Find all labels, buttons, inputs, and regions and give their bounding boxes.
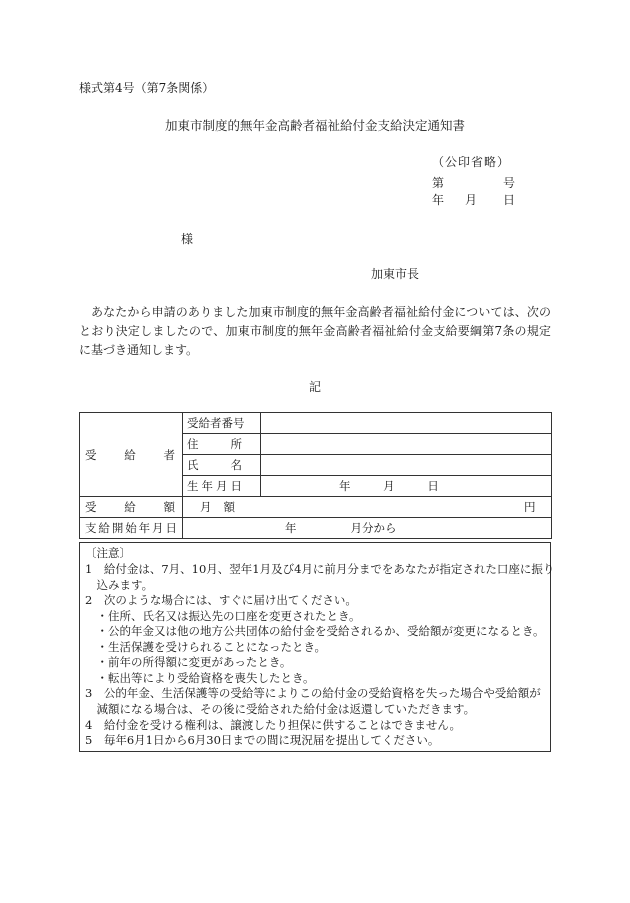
note-line: 5 毎年6月1日から6月30日までの間に現況届を提出してください。	[85, 733, 440, 747]
amount-value: 月 額 円	[183, 497, 552, 518]
issuer: 加東市長	[371, 267, 420, 281]
date-month-label: 月	[465, 193, 478, 207]
document-title: 加東市制度的無年金高齢者福祉給付金支給決定通知書	[164, 118, 465, 133]
date-year-label: 年	[432, 193, 445, 207]
note-line: ・生活保護を受けられることになったとき。	[85, 640, 327, 654]
form-number: 様式第4号（第7条関係）	[79, 81, 215, 95]
notes-box	[79, 542, 555, 752]
recipient-table	[79, 412, 552, 539]
amount-label: 受 給 額	[80, 497, 183, 518]
name-value	[261, 455, 552, 476]
note-line: 3 公的年金、生活保護等の受給等によりこの給付金の受給資格を失った場合や受給額が	[85, 686, 541, 700]
recipient-honorific: 様	[181, 232, 194, 246]
note-line: 込みます。	[85, 578, 154, 592]
recipient-label-cell: 受 給 者	[80, 413, 183, 497]
address-label: 住 所	[183, 434, 261, 455]
recipient-number-label: 受給者番号	[183, 413, 261, 434]
note-line: ・転出等により受給資格を喪失したとき。	[85, 671, 315, 685]
table-row	[80, 518, 552, 539]
notes-heading: 〔注意〕	[85, 546, 131, 560]
date-day-label: 日	[503, 193, 516, 207]
seal-omitted-note: （公印省略）	[432, 155, 511, 169]
start-date-value: 年 月分から	[183, 518, 552, 539]
note-line: 2 次のような場合には、すぐに届け出てください。	[85, 593, 357, 607]
note-line: ・公的年金又は他の地方公共団体の給付金を受給されるか、受給額が変更になるとき。	[85, 624, 545, 638]
notification-body: あなたから申請のありました加東市制度的無年金高齢者福祉給付金については、次のとおり決定しましたので、加東市制度的無年金高齢者福祉給付金支給要綱第7条の規定に基づき通知します。	[79, 305, 551, 357]
birthdate-value: 年 月 日	[261, 476, 552, 497]
document-number-prefix: 第	[432, 176, 445, 190]
start-date-label: 支 給 開 始 年 月 日	[80, 518, 183, 539]
name-label: 氏 名	[183, 455, 261, 476]
note-line: ・前年の所得額に変更があったとき。	[85, 655, 292, 669]
recipient-number-value	[261, 413, 552, 434]
address-value	[261, 434, 552, 455]
document-number-suffix: 号	[503, 176, 516, 190]
note-line: ・住所、氏名又は振込先の口座を変更されたとき。	[85, 609, 361, 623]
ki-heading: 記	[308, 380, 321, 394]
birthdate-label: 生 年 月 日	[183, 476, 261, 497]
table-row	[80, 413, 552, 434]
note-line: 1 給付金は、7月、10月、翌年1月及び4月に前月分までをあなたが指定された口座に振り	[85, 562, 555, 576]
note-line: 減額になる場合は、その後に受給された給付金は返還していただきます。	[85, 702, 476, 716]
note-line: 4 給付金を受ける権利は、譲渡したり担保に供することはできません。	[85, 718, 462, 732]
table-row	[80, 497, 552, 518]
